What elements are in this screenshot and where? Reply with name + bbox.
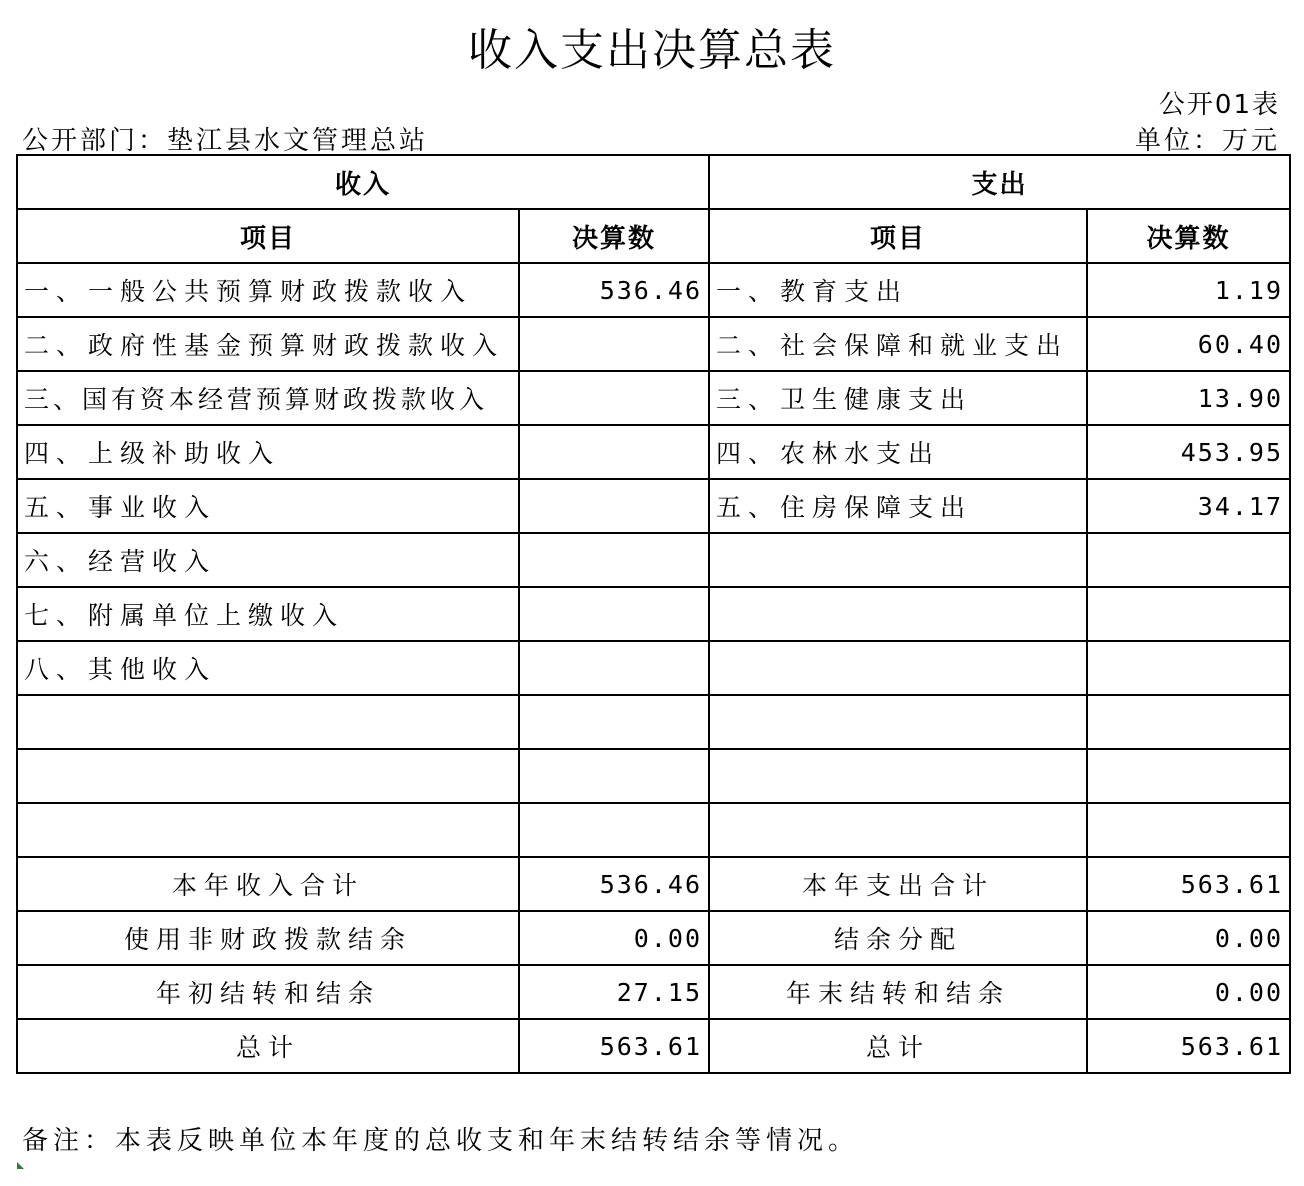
income-amount-header: 决算数 [519,209,709,263]
income-amount-cell: 536.46 [519,857,709,911]
income-amount-cell [519,641,709,695]
income-amount-cell [519,371,709,425]
expense-item-cell [709,695,1087,749]
table-row [17,803,1290,857]
expense-amount-cell: 453.95 [1087,425,1290,479]
expense-item-cell: 三、卫生健康支出 [709,371,1087,425]
expense-item-cell: 二、社会保障和就业支出 [709,317,1087,371]
income-item-cell: 六、经营收入 [17,533,519,587]
table-row [17,749,1290,803]
summary-row [17,911,1290,965]
expense-section-header: 支出 [709,155,1290,209]
expense-item-cell [709,803,1087,857]
income-amount-cell [519,695,709,749]
income-section-header: 收入 [17,155,709,209]
table-row [17,317,1290,371]
income-item-cell [17,695,519,749]
income-amount-cell [519,749,709,803]
unit-label: 单位：万元 [1134,126,1280,156]
income-item-cell: 四、上级补助收入 [17,425,519,479]
income-item-cell: 本年收入合计 [17,857,519,911]
income-item-cell: 三、国有资本经营预算财政拨款收入 [17,371,519,425]
expense-item-header: 项目 [709,209,1087,263]
expense-amount-cell [1087,695,1290,749]
corner-marker-icon [17,1162,24,1169]
income-item-cell: 八、其他收入 [17,641,519,695]
expense-item-cell: 本年支出合计 [709,857,1087,911]
expense-amount-cell [1087,803,1290,857]
expense-item-cell [709,749,1087,803]
expense-amount-cell [1087,641,1290,695]
income-item-cell: 一、一般公共预算财政拨款收入 [17,263,519,317]
header-row-sections [17,155,1290,209]
table-row [17,587,1290,641]
header-row-columns [17,209,1290,263]
expense-item-cell [709,533,1087,587]
table-row [17,695,1290,749]
expense-amount-cell: 60.40 [1087,317,1290,371]
expense-item-cell [709,641,1087,695]
expense-amount-cell [1087,749,1290,803]
summary-row [17,1019,1290,1073]
income-item-cell: 使用非财政拨款结余 [17,911,519,965]
expense-amount-cell [1087,587,1290,641]
income-amount-cell [519,425,709,479]
income-item-cell: 二、政府性基金预算财政拨款收入 [17,317,519,371]
page-title: 收入支出决算总表 [468,25,836,76]
expense-amount-cell: 0.00 [1087,911,1290,965]
income-item-cell [17,803,519,857]
table-row [17,533,1290,587]
income-amount-cell [519,479,709,533]
income-item-cell: 年初结转和结余 [17,965,519,1019]
form-number: 公开01表 [1158,90,1280,120]
income-expense-table [16,154,1291,1074]
income-amount-cell: 536.46 [519,263,709,317]
expense-amount-cell: 563.61 [1087,1019,1290,1073]
expense-item-cell: 一、教育支出 [709,263,1087,317]
income-item-cell [17,749,519,803]
expense-amount-cell: 1.19 [1087,263,1290,317]
income-item-header: 项目 [17,209,519,263]
expense-amount-cell: 34.17 [1087,479,1290,533]
expense-item-cell: 年末结转和结余 [709,965,1087,1019]
expense-amount-cell: 13.90 [1087,371,1290,425]
table-row [17,263,1290,317]
income-amount-cell [519,803,709,857]
income-amount-cell [519,533,709,587]
table-row [17,371,1290,425]
expense-amount-cell: 563.61 [1087,857,1290,911]
footnote: 备注：本表反映单位本年度的总收支和年末结转结余等情况。 [22,1126,860,1156]
expense-item-cell: 总计 [709,1019,1087,1073]
income-amount-cell: 563.61 [519,1019,709,1073]
table-row [17,641,1290,695]
income-item-cell: 总计 [17,1019,519,1073]
income-item-cell: 七、附属单位上缴收入 [17,587,519,641]
summary-row [17,857,1290,911]
expense-item-cell [709,587,1087,641]
expense-amount-cell: 0.00 [1087,965,1290,1019]
summary-row [17,965,1290,1019]
table-row [17,425,1290,479]
income-item-cell: 五、事业收入 [17,479,519,533]
expense-amount-cell [1087,533,1290,587]
income-amount-cell [519,587,709,641]
expense-item-cell: 四、农林水支出 [709,425,1087,479]
income-amount-cell: 0.00 [519,911,709,965]
table-row [17,479,1290,533]
expense-amount-header: 决算数 [1087,209,1290,263]
expense-item-cell: 五、住房保障支出 [709,479,1087,533]
income-amount-cell [519,317,709,371]
expense-item-cell: 结余分配 [709,911,1087,965]
department-label: 公开部门：垫江县水文管理总站 [22,126,429,156]
income-amount-cell: 27.15 [519,965,709,1019]
